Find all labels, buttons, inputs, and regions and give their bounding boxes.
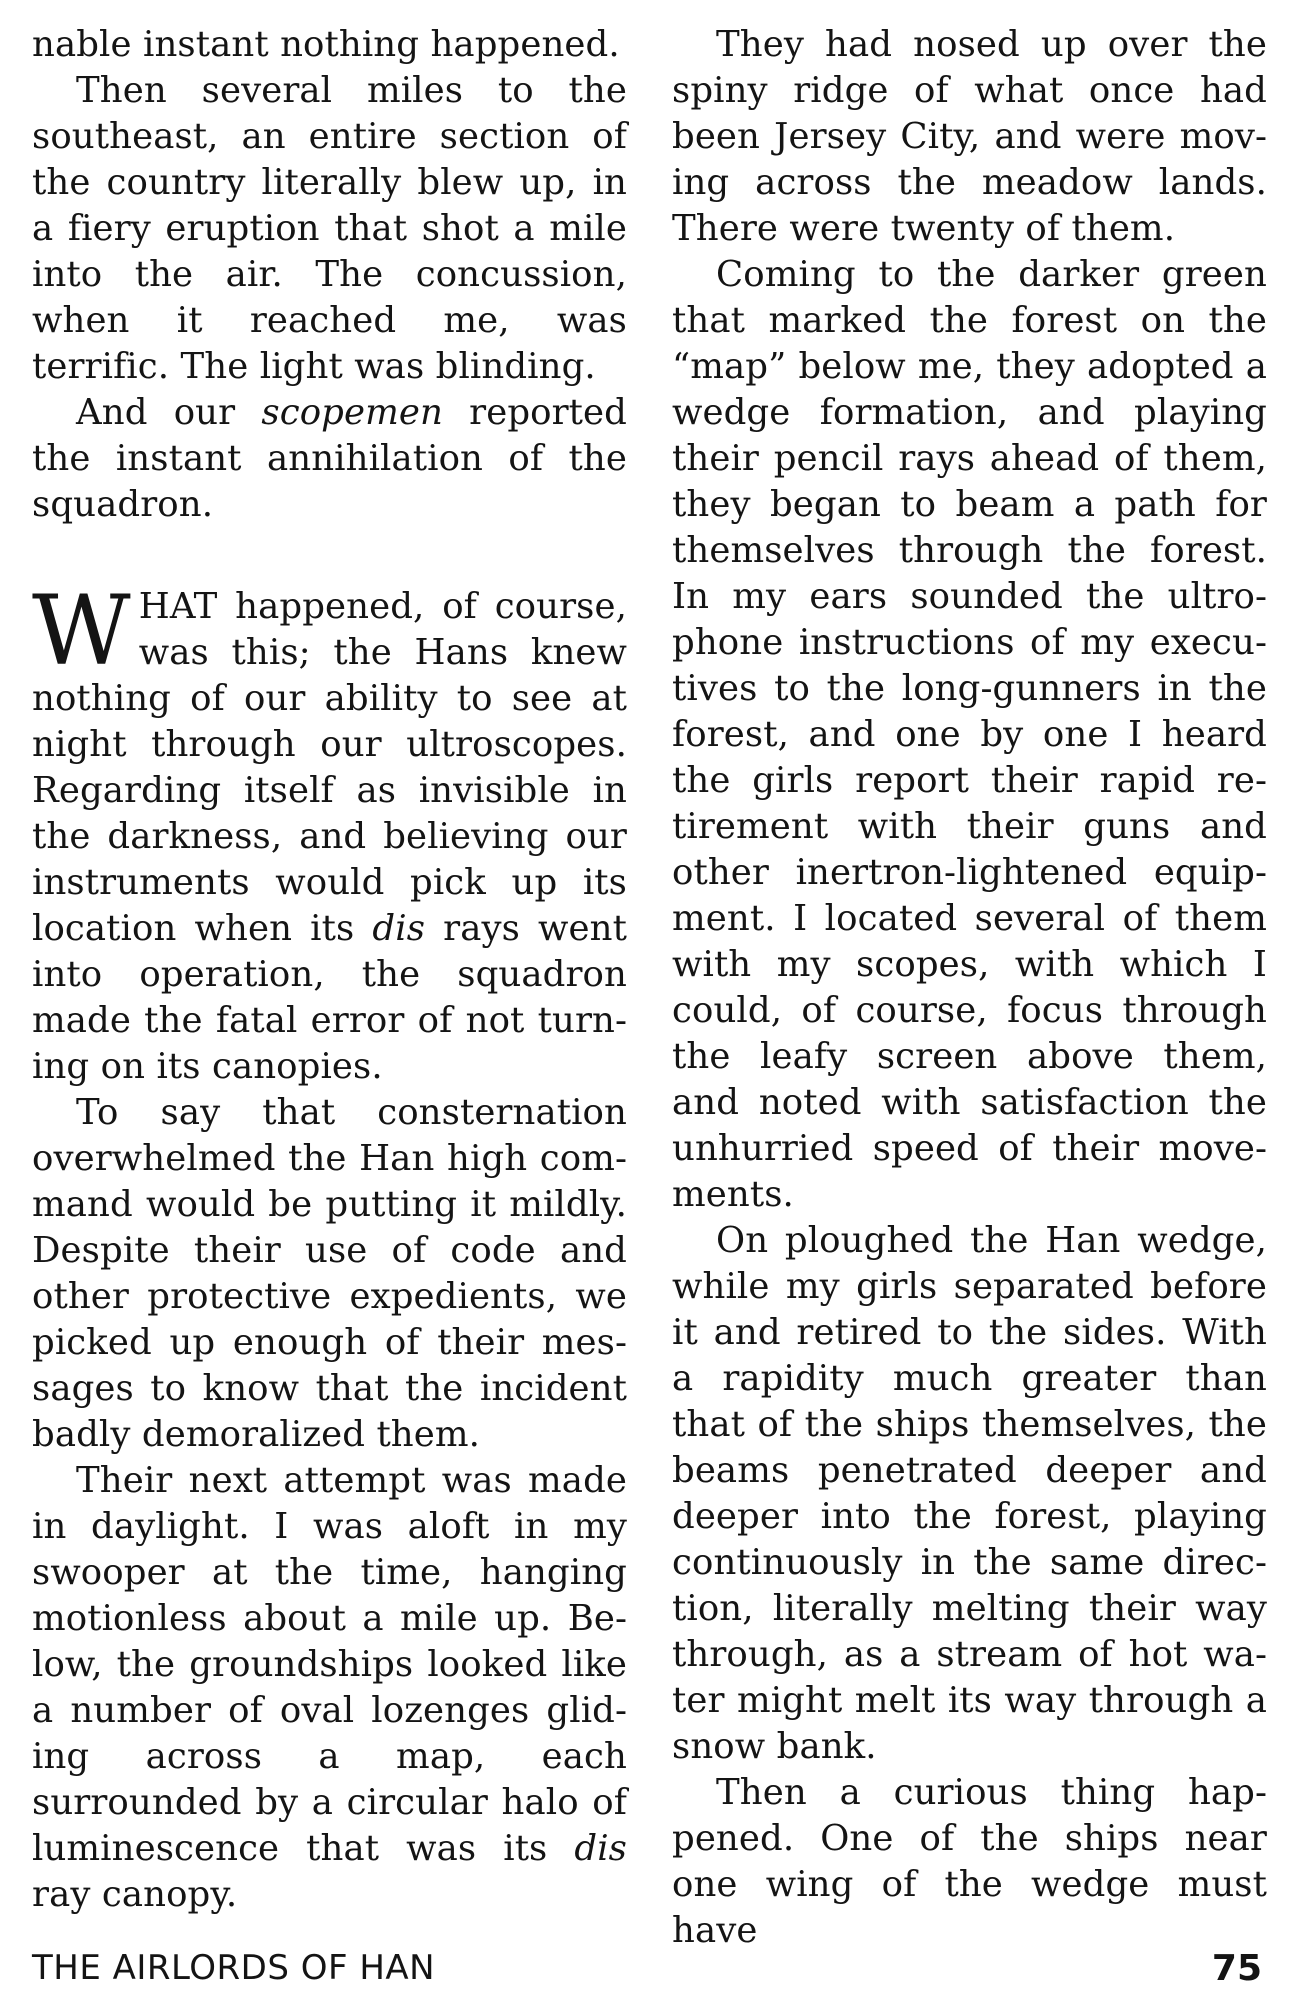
text-run: rays went into operation, the squadron made the fatal error of not turning on its canopies.: [32, 908, 627, 1087]
text-run: And our: [76, 392, 262, 433]
paragraph: Then a curious thing happened. One of the ships near one wing of the wedge must have: [672, 1772, 1267, 1951]
paragraph: Coming to the darker green that marked the forest on the “map” below me, they adopted a wedge formation, and playing their pencil rays ahead of them, they began to beam a path for themselves through the forest. In my ears sounded the ultrophone instructions of my executives to the long-gunners in the forest, and one by one I heard the girls report their rapid retirement with their guns and other inertron-lightened equipment. I located several of them with my scopes, with which I could, of course, focus through the leafy screen above them, and noted with satisfaction the unhurried speed of their movements.: [672, 254, 1267, 1215]
drop-cap: W: [32, 575, 131, 687]
paragraph: [32, 1458, 627, 1918]
paragraph: nable instant nothing happened.: [32, 24, 620, 65]
left-column: [32, 22, 627, 1918]
text-run: HAT happened, of course, was this; the Hans knew nothing of our ability to see at night through our ultroscopes. Regarding itself as invisible in the darkness, and believing our instruments would pick up its location when its: [32, 586, 627, 949]
italic-text: dis: [574, 1828, 627, 1869]
right-column: [672, 22, 1267, 1954]
paragraph: [32, 390, 627, 528]
paragraph: To say that consternation overwhelmed the Han high command would be putting it mildly. Despite their use of code and other protective expedients, we picked up enough of their messages to know that the incident badly demoralized them.: [32, 1092, 627, 1455]
paragraph: They had nosed up over the spiny ridge of what once had been Jersey City, and were moving across the meadow lands. There were twenty of them.: [672, 24, 1267, 249]
running-title: THE AIRLORDS OF HAN: [32, 1948, 436, 1988]
page-number: 75: [1211, 1948, 1262, 1989]
text-run: Their next attempt was made in daylight. I was aloft in my swooper at the time, hanging motionless about a mile up. Below, the groundships looked like a number of oval lozenges gliding across a map, each surrounded by a circular halo of luminescence that was its: [32, 1460, 627, 1869]
italic-text: dis: [372, 908, 426, 949]
text-run: ray canopy.: [32, 1874, 238, 1915]
paragraph: On ploughed the Han wedge, while my girls separated before it and retired to the sides. With a rapidity much greater than that of the ships themselves, the beams penetrated deeper and deeper into the forest, playing continuously in the same direction, literally melting their way through, as a stream of hot water might melt its way through a snow bank.: [672, 1220, 1267, 1767]
paragraph-with-dropcap: [32, 575, 627, 1090]
italic-text: scopemen: [261, 392, 443, 433]
page-footer: [32, 1948, 1262, 1996]
paragraph: Then several miles to the southeast, an entire section of the country literally blew up, in a fiery eruption that shot a mile into the air. The concussion, when it reached me, was terrific. The light was blinding.: [32, 70, 627, 387]
text-run: reported the instant annihilation of the squadron.: [32, 392, 627, 525]
